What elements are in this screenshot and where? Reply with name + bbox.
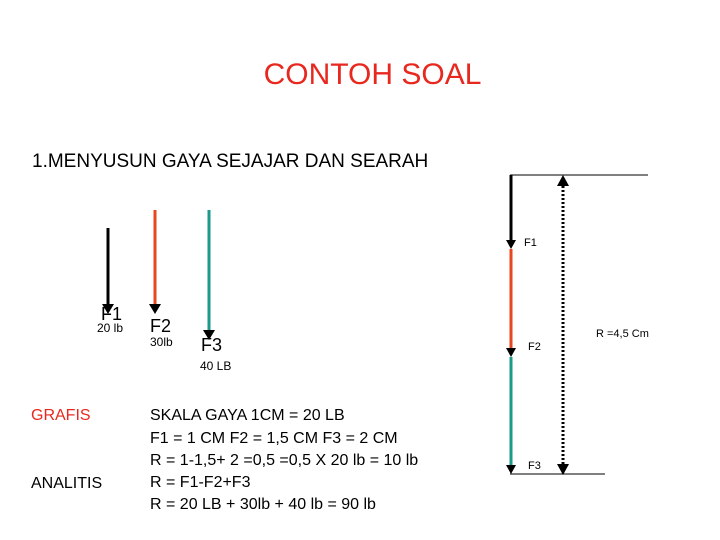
- f2-value: 30lb: [150, 335, 173, 349]
- graphic-result-line: R = 1-1,5+ 2 =0,5 =0,5 X 20 lb = 10 lb: [150, 452, 419, 469]
- stack-f2-label: F2: [528, 341, 541, 353]
- f3-arrow: [203, 210, 215, 340]
- f3-label: F3: [201, 335, 223, 355]
- stack-f1-segment: [506, 175, 516, 249]
- f1-arrow: [102, 228, 114, 314]
- stack-f1-label: F1: [524, 237, 537, 249]
- lengths-line: F1 = 1 CM F2 = 1,5 CM F3 = 2 CM: [150, 430, 398, 447]
- f1-label: F1: [101, 304, 123, 324]
- scale-line: SKALA GAYA 1CM = 20 LB: [150, 407, 345, 424]
- stack-f3-label: F3: [528, 460, 541, 472]
- stack-f2-segment: [506, 249, 516, 357]
- section-subtitle: 1.MENYUSUN GAYA SEJAJAR DAN SEARAH: [32, 151, 429, 172]
- page-title: CONTOH SOAL: [263, 58, 482, 91]
- f1-value: 20 lb: [97, 321, 124, 335]
- f2-arrow: [149, 210, 161, 314]
- f3-value: 40 LB: [200, 359, 232, 373]
- stack-f3-segment: [506, 357, 516, 474]
- analytic-formula-line: R = F1-F2+F3: [150, 474, 251, 491]
- analytic-result-line: R = 20 LB + 30lb + 40 lb = 90 lb: [150, 496, 376, 513]
- f2-label: F2: [150, 316, 172, 336]
- analitis-label: ANALITIS: [31, 475, 103, 492]
- resultant-arrow: [557, 175, 569, 475]
- resultant-label: R =4,5 Cm: [596, 328, 649, 340]
- grafis-label: GRAFIS: [31, 407, 91, 424]
